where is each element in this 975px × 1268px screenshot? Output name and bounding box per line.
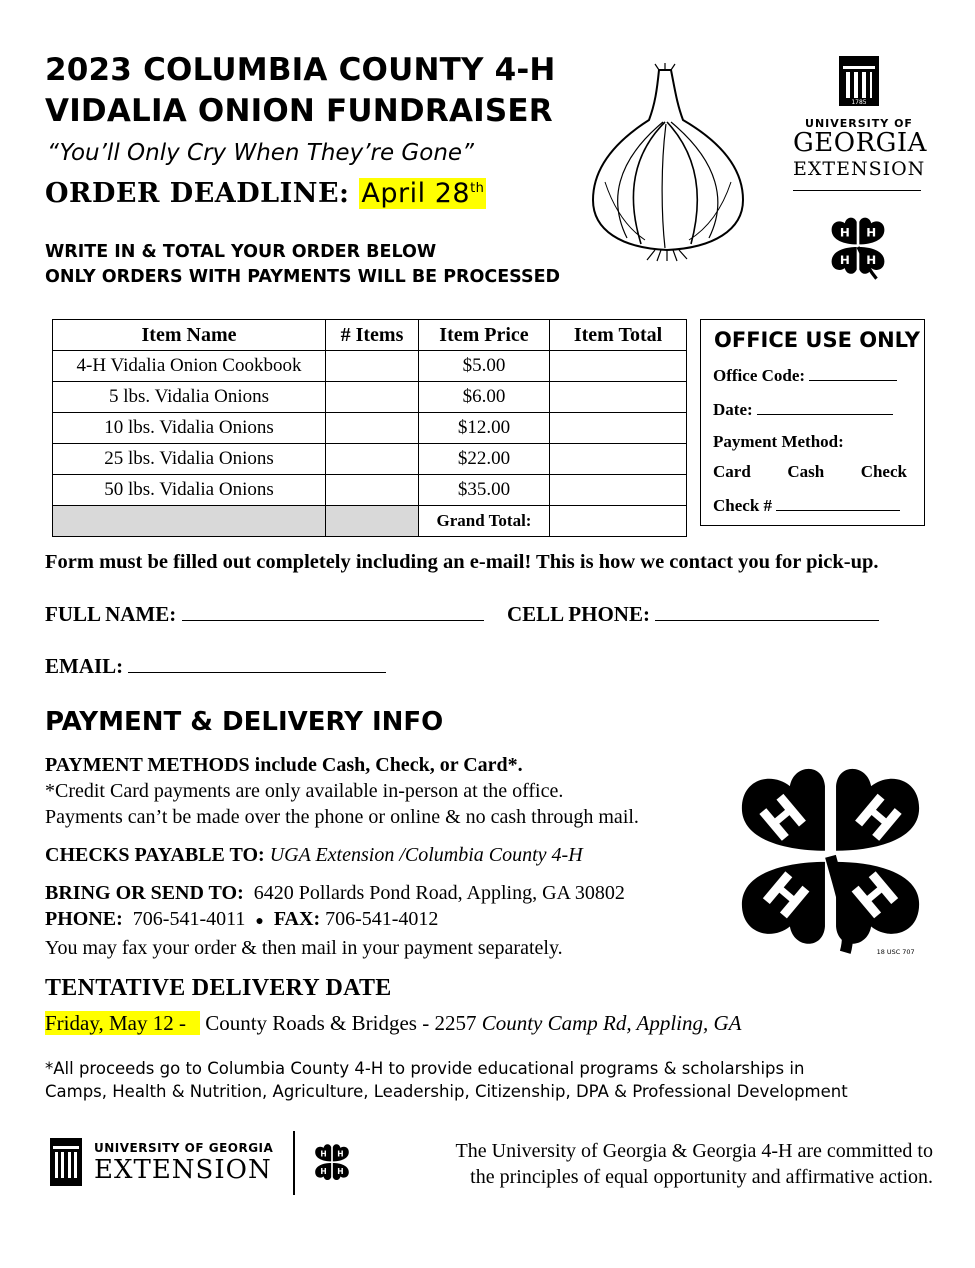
statement-line-1: The University of Georgia & Georgia 4-H are committed to (455, 1140, 933, 1162)
office-code-blank[interactable] (809, 362, 897, 381)
proceeds-line-1: *All proceeds go to Columbia County 4-H to provide educational programs & scholarships in (45, 1059, 805, 1078)
four-h-clover-icon (738, 764, 923, 956)
svg-text:18 USC 707: 18 USC 707 (876, 948, 915, 956)
svg-text:H: H (839, 253, 850, 268)
item-count-cell[interactable] (326, 475, 419, 506)
check-number-row: Check # (713, 492, 924, 516)
delivery-line (45, 1010, 741, 1036)
item-total-cell[interactable] (550, 444, 687, 475)
svg-text:H: H (320, 1166, 328, 1176)
fax-note: You may fax your order & then mail in your payment separately. (45, 937, 563, 959)
item-price: $12.00 (419, 413, 550, 444)
logo-university-of: UNIVERSITY OF (805, 117, 913, 130)
payment-method-label: Payment Method: (713, 432, 844, 451)
footer-arch-icon (50, 1138, 82, 1188)
logo-extension: EXTENSION (793, 158, 926, 180)
delivery-date: Friday, May 12 - (45, 1011, 200, 1035)
check-number-blank[interactable] (776, 492, 900, 511)
phone-fax: PHONE: 706-541-4011 ● FAX: 706-541-4012 (45, 908, 439, 930)
statement-line-2: the principles of equal opportunity and affirmative action. (470, 1166, 933, 1188)
footer-logo-line-2: EXTENSION (94, 1155, 272, 1185)
cell-phone-field (507, 602, 879, 627)
item-total-cell[interactable] (550, 351, 687, 382)
table-row (53, 444, 687, 475)
title-line-2: VIDALIA ONION FUNDRAISER (45, 93, 553, 129)
tagline: “You’ll Only Cry When They’re Gone” (47, 140, 474, 166)
four-h-clover-small-icon (825, 214, 891, 280)
email-field (45, 654, 386, 679)
item-total-cell[interactable] (550, 475, 687, 506)
svg-text:1785: 1785 (851, 99, 867, 106)
form-note: Form must be filled out completely including an e-mail! This is how we contact you for pick-up. (45, 551, 879, 573)
full-name-field (45, 602, 484, 627)
delivery-heading: TENTATIVE DELIVERY DATE (45, 975, 392, 1001)
gray-cell (53, 506, 326, 537)
full-name-label: FULL NAME: (45, 602, 177, 626)
svg-text:H: H (839, 225, 850, 240)
method-check[interactable]: Check (860, 462, 907, 481)
onion-illustration-icon (585, 62, 750, 262)
svg-text:H: H (320, 1149, 328, 1159)
order-instructions (45, 240, 560, 290)
grand-total-label: Grand Total: (419, 506, 550, 537)
item-price: $35.00 (419, 475, 550, 506)
deadline-date: April 28th (361, 178, 485, 209)
table-row (53, 475, 687, 506)
office-use-box (700, 319, 925, 526)
grand-total-row (53, 506, 687, 537)
arch-icon (793, 52, 925, 112)
payment-heading: PAYMENT & DELIVERY INFO (45, 707, 444, 737)
item-price: $6.00 (419, 382, 550, 413)
table-row (53, 382, 687, 413)
email-blank[interactable] (128, 654, 386, 673)
svg-text:H: H (866, 225, 877, 240)
delivery-address: County Camp Rd, Appling, GA (481, 1011, 742, 1035)
item-count-cell[interactable] (326, 444, 419, 475)
office-code-row: Office Code: (713, 362, 924, 386)
col-num-items: # Items (326, 320, 419, 351)
footer-divider (293, 1131, 295, 1195)
col-item-total: Item Total (550, 320, 687, 351)
office-date-row: Date: (713, 396, 924, 420)
credit-card-note: *Credit Card payments are only available in-person at the office. (45, 780, 564, 802)
checks-payable: CHECKS PAYABLE TO: UGA Extension /Columbia County 4-H (45, 844, 583, 866)
table-row (53, 413, 687, 444)
cell-phone-blank[interactable] (655, 602, 879, 621)
logo-georgia: GEORGIA (793, 128, 927, 158)
payment-methods: PAYMENT METHODS include Cash, Check, or Card*. (45, 754, 523, 776)
delivery-location: County Roads & Bridges - 2257 (205, 1011, 477, 1035)
svg-text:H: H (751, 861, 819, 931)
svg-text:H: H (842, 861, 910, 931)
svg-text:H: H (844, 784, 911, 853)
item-count-cell[interactable] (326, 351, 419, 382)
proceeds-note (45, 1057, 848, 1103)
office-heading: OFFICE USE ONLY (714, 328, 921, 352)
item-price: $5.00 (419, 351, 550, 382)
item-name: 10 lbs. Vidalia Onions (53, 413, 326, 444)
instruction-line-2: ONLY ORDERS WITH PAYMENTS WILL BE PROCESSED (45, 267, 561, 287)
gray-cell (326, 506, 419, 537)
table-row (53, 351, 687, 382)
item-total-cell[interactable] (550, 413, 687, 444)
footer-four-h-clover-icon (311, 1141, 353, 1185)
footer-logo-line-1: UNIVERSITY OF GEORGIA (94, 1141, 274, 1155)
payment-method-options (713, 462, 907, 482)
svg-text:H: H (337, 1166, 344, 1176)
svg-text:H: H (337, 1149, 344, 1159)
cell-phone-label: CELL PHONE: (507, 602, 650, 626)
col-item-price: Item Price (419, 320, 550, 351)
uga-extension-logo (793, 52, 925, 191)
footer-logo-text (94, 1141, 273, 1185)
instruction-line-1: WRITE IN & TOTAL YOUR ORDER BELOW (45, 242, 437, 262)
proceeds-line-2: Camps, Health & Nutrition, Agriculture, Leadership, Citizenship, DPA & Professional Development (45, 1082, 848, 1101)
method-card[interactable]: Card (713, 462, 751, 481)
item-count-cell[interactable] (326, 413, 419, 444)
payment-info (45, 752, 725, 961)
item-name: 4-H Vidalia Onion Cookbook (53, 351, 326, 382)
page-title (45, 50, 556, 132)
order-table (52, 319, 687, 537)
footer-logo (50, 1130, 353, 1196)
no-phone-note: Payments can’t be made over the phone or online & no cash through mail. (45, 806, 639, 828)
svg-text:H: H (866, 253, 877, 268)
title-line-1: 2023 COLUMBIA COUNTY 4-H (45, 52, 556, 88)
method-cash[interactable]: Cash (787, 462, 825, 481)
deadline-label: ORDER DEADLINE: (45, 178, 350, 209)
item-name: 25 lbs. Vidalia Onions (53, 444, 326, 475)
bring-or-send: BRING OR SEND TO: 6420 Pollards Pond Road, Appling, GA 30802 (45, 882, 625, 904)
item-total-cell[interactable] (550, 382, 687, 413)
item-count-cell[interactable] (326, 382, 419, 413)
email-label: EMAIL: (45, 654, 124, 678)
full-name-blank[interactable] (182, 602, 484, 621)
item-name: 50 lbs. Vidalia Onions (53, 475, 326, 506)
grand-total-cell[interactable] (550, 506, 687, 537)
equal-opportunity-statement (365, 1138, 933, 1190)
svg-text:H: H (750, 784, 817, 853)
item-price: $22.00 (419, 444, 550, 475)
item-name: 5 lbs. Vidalia Onions (53, 382, 326, 413)
col-item-name: Item Name (53, 320, 326, 351)
order-deadline (45, 178, 486, 209)
office-date-blank[interactable] (757, 396, 893, 415)
